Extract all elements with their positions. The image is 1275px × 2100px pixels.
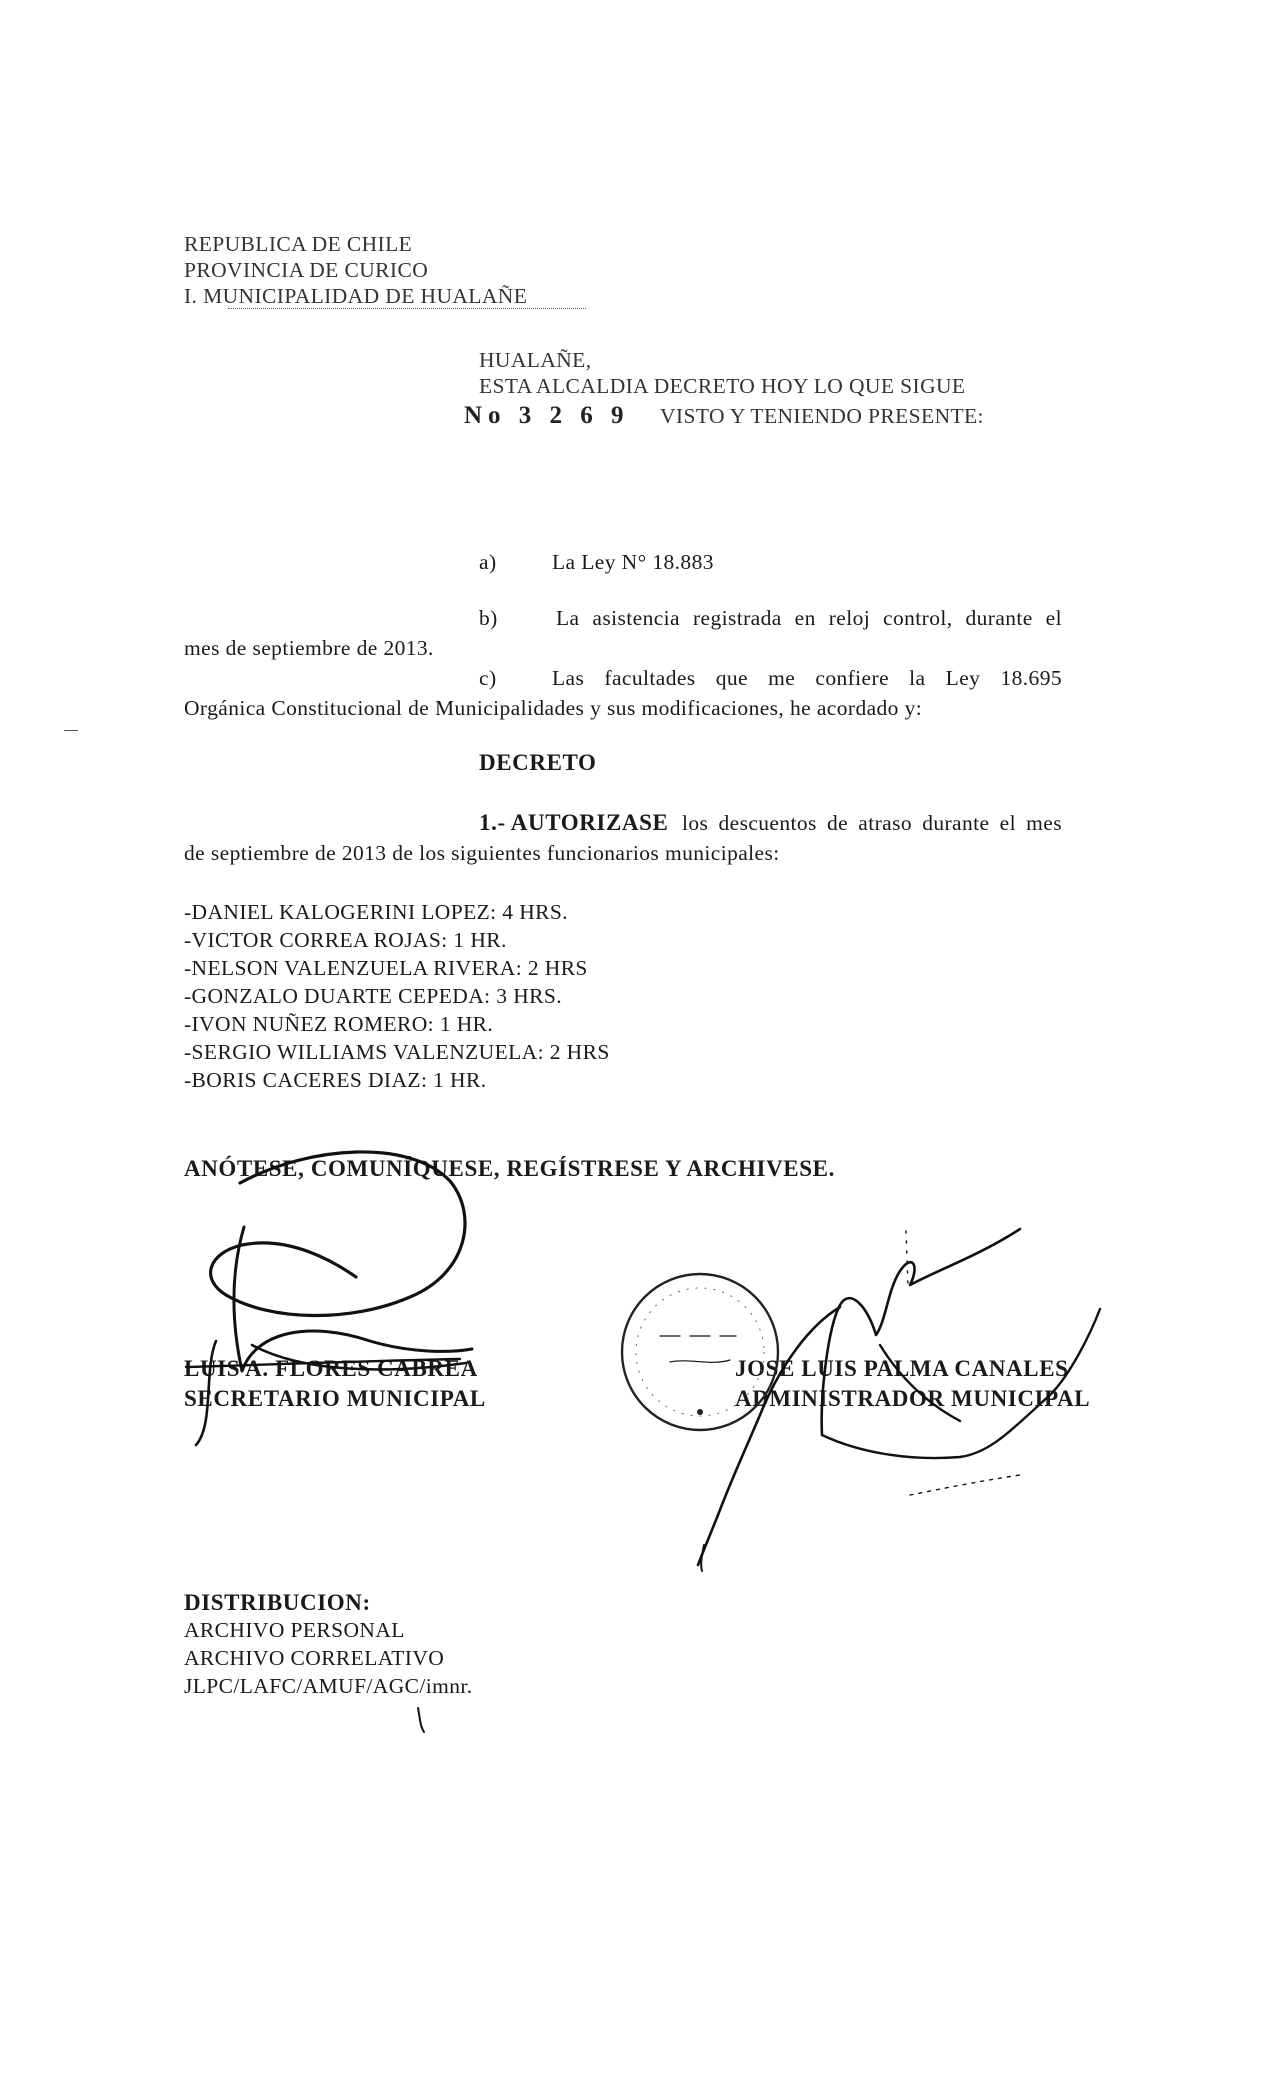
header-underline xyxy=(228,308,586,309)
decree-number: No 3 2 6 9 xyxy=(464,402,630,429)
left-signature xyxy=(160,1145,490,1445)
consideration-c-marker: c) xyxy=(479,666,497,690)
consideration-b-text: La asistencia registrada en reloj control, durante el xyxy=(556,606,1062,630)
decree-item-cont: de septiembre de 2013 de los siguientes funcionarios municipales: xyxy=(184,841,780,865)
signatory-right-name: JOSE LUIS PALMA CANALES xyxy=(735,1356,1069,1381)
decree-title: DECRETO xyxy=(479,750,597,775)
header-municipalidad: I. MUNICIPALIDAD DE HUALAÑE xyxy=(184,284,528,308)
preamble-place: HUALAÑE, xyxy=(479,348,592,372)
closing-formula: ANÓTESE, COMUNÍQUESE, REGÍSTRESE Y ARCHIVESE. xyxy=(184,1156,835,1181)
official-entry: -NELSON VALENZUELA RIVERA: 2 HRS xyxy=(184,956,588,980)
official-entry: -IVON NUÑEZ ROMERO: 1 HR. xyxy=(184,1012,494,1036)
decree-item-text: los descuentos de atraso durante el mes xyxy=(682,811,1062,835)
distribution-item: ARCHIVO PERSONAL xyxy=(184,1618,405,1642)
preamble-visto: VISTO Y TENIENDO PRESENTE: xyxy=(660,404,984,428)
consideration-a-text: La Ley N° 18.883 xyxy=(552,550,714,574)
margin-mark xyxy=(64,730,78,731)
official-entry: -BORIS CACERES DIAZ: 1 HR. xyxy=(184,1068,487,1092)
officials-list xyxy=(184,898,610,1094)
distribution-title: DISTRIBUCION: xyxy=(184,1590,371,1615)
official-entry: -SERGIO WILLIAMS VALENZUELA: 2 HRS xyxy=(184,1040,610,1064)
header-republica: REPUBLICA DE CHILE xyxy=(184,232,413,256)
official-entry: -GONZALO DUARTE CEPEDA: 3 HRS. xyxy=(184,984,562,1008)
official-entry: -DANIEL KALOGERINI LOPEZ: 4 HRS. xyxy=(184,900,569,924)
distribution-item: ARCHIVO CORRELATIVO xyxy=(184,1646,445,1670)
distribution-list xyxy=(184,1616,473,1700)
preamble-line: ESTA ALCALDIA DECRETO HOY LO QUE SIGUE xyxy=(479,374,966,398)
consideration-b-marker: b) xyxy=(479,606,498,630)
signatory-left-title: SECRETARIO MUNICIPAL xyxy=(184,1386,486,1411)
consideration-c-text: Las facultades que me confiere la Ley 18.695 xyxy=(552,666,1062,690)
consideration-b-cont: mes de septiembre de 2013. xyxy=(184,636,434,660)
signatory-right-title: ADMINISTRADOR MUNICIPAL xyxy=(735,1386,1091,1411)
right-signature xyxy=(690,1225,1150,1585)
consideration-a-marker: a) xyxy=(479,550,497,574)
distribution-item: JLPC/LAFC/AMUF/AGC/imnr. xyxy=(184,1674,473,1698)
official-entry: -VICTOR CORREA ROJAS: 1 HR. xyxy=(184,928,507,952)
header-provincia: PROVINCIA DE CURICO xyxy=(184,258,429,282)
signatory-left-name: LUIS A. FLORES CABREA xyxy=(184,1356,478,1381)
decree-item-marker: 1.- AUTORIZASE xyxy=(479,810,669,835)
initial-mark xyxy=(414,1706,434,1736)
consideration-c-cont: Orgánica Constitucional de Municipalidades y sus modificaciones, he acordado y: xyxy=(184,696,923,720)
